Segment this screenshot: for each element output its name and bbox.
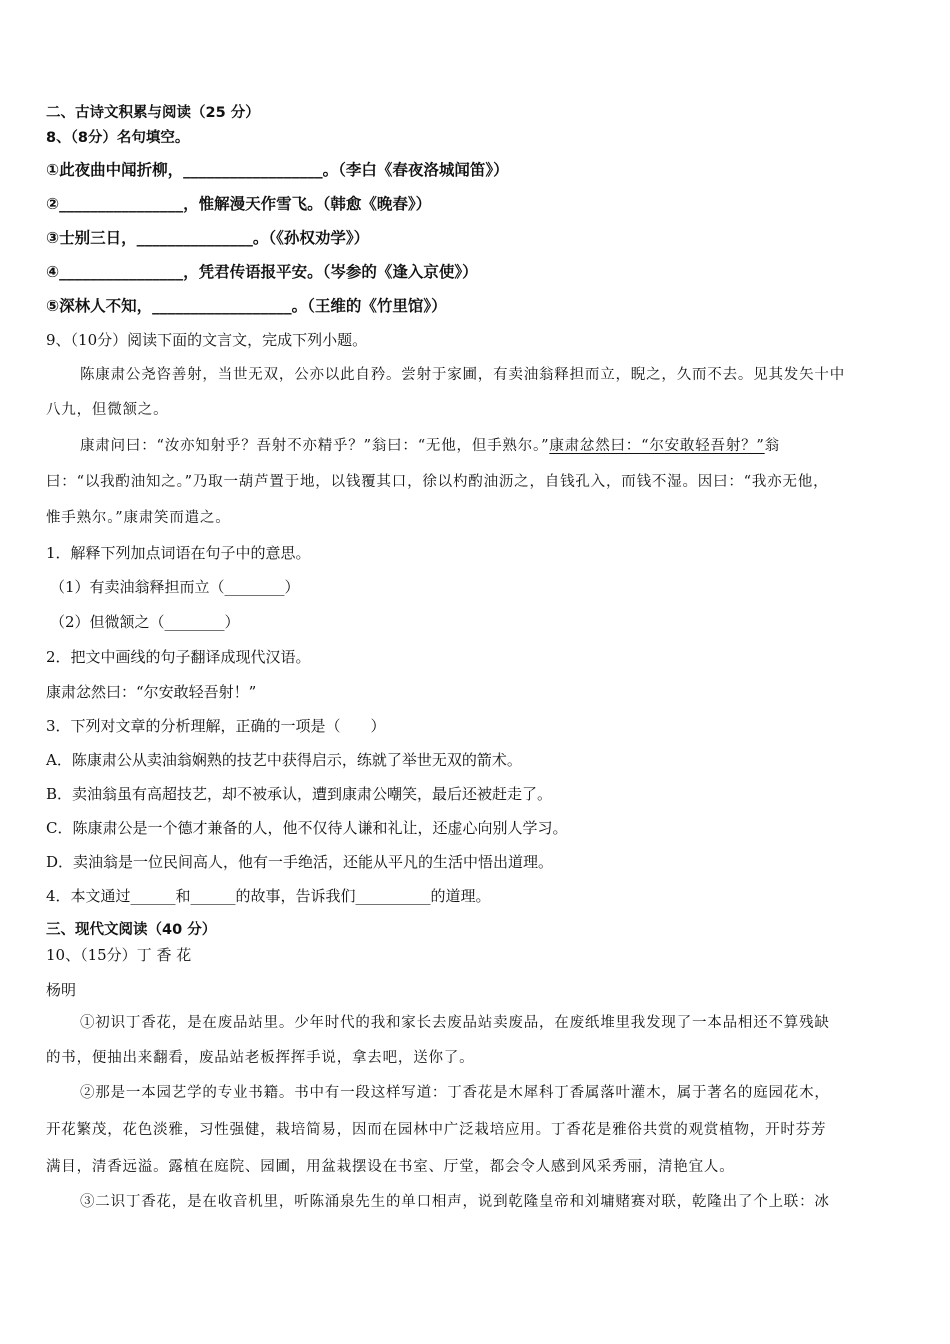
- passage-paragraph-2-line-2: 曰：“以我酌油知之。”乃取一葫芦置于地，以钱覆其口，徐以杓酌油沥之，自钱孔入，而钱不湿。因曰：“我亦无他，: [46, 474, 829, 490]
- sub-question-2-sentence: 康肃忿然曰：“尔安敢轻吾射！”: [46, 683, 257, 701]
- article-paragraph-3-line-1: ③二识丁香花，是在收音机里，听陈涌泉先生的单口相声，说到乾隆皇帝和刘墉赌赛对联，乾隆出了个上联：冰: [80, 1194, 830, 1210]
- fill-blank-item-1: ①此夜曲中闻折柳，__________________。（李白《春夜洛城闻笛》）: [46, 161, 509, 179]
- sub-question-1: 1．解释下列加点词语在句子中的意思。: [46, 544, 311, 562]
- section-3-heading: 三、现代文阅读（40 分）: [46, 922, 217, 938]
- option-a: A．陈康肃公从卖油翁娴熟的技艺中获得启示，练就了举世无双的箭术。: [46, 751, 522, 769]
- passage-paragraph-2-line-1: [80, 436, 780, 456]
- sub-question-1-b: （2）但微颔之（________）: [50, 613, 240, 631]
- sub-question-3: 3．下列对文章的分析理解，正确的一项是（ ）: [46, 717, 386, 735]
- fill-blank-item-3: ③士别三日，_______________。（《孙权劝学》）: [46, 229, 370, 247]
- passage-paragraph-1-line-2: 八九，但微颔之。: [46, 402, 169, 418]
- question-9-title: 9、（10分）阅读下面的文言文，完成下列小题。: [46, 331, 368, 349]
- sub-question-2: 2．把文中画线的句子翻译成现代汉语。: [46, 648, 311, 666]
- option-b: B．卖油翁虽有高超技艺，却不被承认，遭到康肃公嘲笑，最后还被赶走了。: [46, 785, 553, 803]
- fill-blank-item-2: ②________________，惟解漫天作雪飞。（韩愈《晚春》）: [46, 195, 432, 213]
- article-paragraph-1-line-2: 的书，便抽出来翻看，废品站老板挥挥手说，拿去吧，送你了。: [46, 1050, 475, 1066]
- underlined-sentence: 康肃忿然曰：“尔安敢轻吾射？”: [549, 438, 765, 454]
- passage-paragraph-2-line-3: 惟手熟尔。”康肃笑而遣之。: [46, 510, 231, 526]
- option-d: D．卖油翁是一位民间高人，他有一手绝活，还能从平凡的生活中悟出道理。: [46, 853, 554, 871]
- passage-dialogue: 康肃问曰：“汝亦知射乎？吾射不亦精乎？”翁曰：“无他，但手熟尔。”: [80, 438, 550, 454]
- article-author: 杨明: [46, 981, 77, 999]
- fill-blank-item-5: ⑤深林人不知，__________________。（王维的《竹里馆》）: [46, 297, 447, 315]
- section-2-heading: 二、古诗文积累与阅读（25 分）: [46, 105, 260, 121]
- article-paragraph-2-line-1: ②那是一本园艺学的专业书籍。书中有一段这样写道：丁香花是木犀科丁香属落叶灌木，属于著名的庭园花木，: [80, 1085, 830, 1101]
- article-paragraph-1-line-1: ①初识丁香花，是在废品站里。少年时代的我和家长去废品站卖废品，在废纸堆里我发现了一本品相还不算残缺: [80, 1015, 830, 1031]
- sub-question-1-a: （1）有卖油翁释担而立（________）: [50, 578, 300, 596]
- passage-continuation: 翁: [764, 438, 780, 454]
- question-10-title: 10、（15分）丁 香 花: [46, 946, 192, 964]
- sub-question-4: 4．本文通过______和______的故事，告诉我们__________的道理。: [46, 887, 491, 905]
- fill-blank-item-4: ④________________，凭君传语报平安。（岑参的《逢入京使》）: [46, 263, 478, 281]
- article-paragraph-2-line-3: 满目，清香远溢。露植在庭院、园圃，用盆栽摆设在书室、厅堂，都会令人感到风采秀丽，清艳宜人。: [46, 1159, 735, 1175]
- passage-paragraph-1-line-1: 陈康肃公尧咨善射，当世无双，公亦以此自矜。尝射于家圃，有卖油翁释担而立，睨之，久而不去。见其发矢十中: [80, 367, 845, 383]
- option-c: C．陈康肃公是一个德才兼备的人，他不仅待人谦和礼让，还虚心向别人学习。: [46, 819, 568, 837]
- article-paragraph-2-line-2: 开花繁茂，花色淡雅，习性强健，栽培简易，因而在园林中广泛栽培应用。丁香花是雅俗共赏的观赏植物，开时芬芳: [46, 1122, 827, 1138]
- question-8-title: 8、（8分）名句填空。: [46, 130, 190, 146]
